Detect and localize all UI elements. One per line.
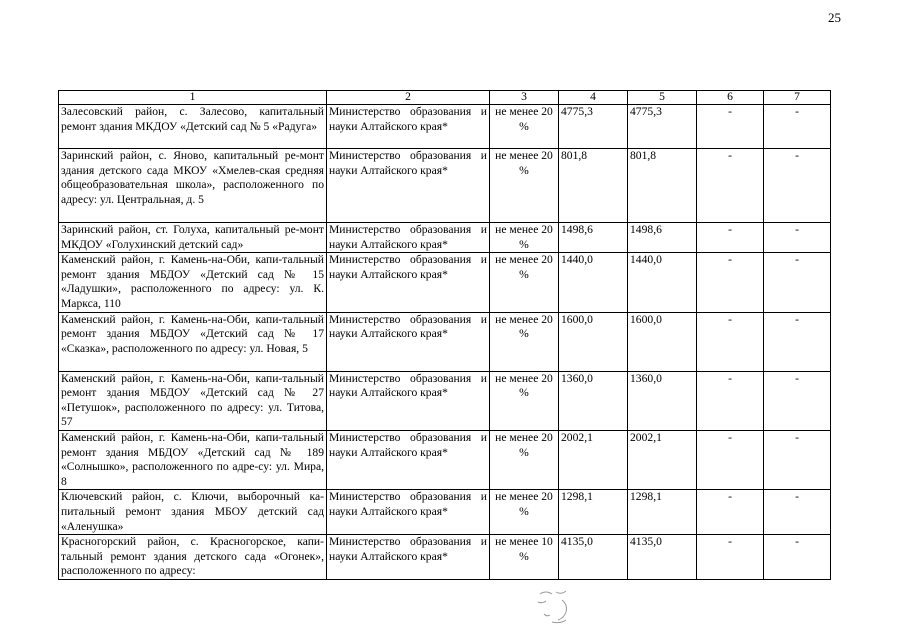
cell-col-1: Залесовский район, с. Залесово, капитальный ремонт здания МКДОУ «Детский сад № 5 «Радуга» [59, 105, 327, 149]
cell-col-3: не менее 20 % [490, 105, 559, 149]
cell-col-7: - [764, 312, 831, 371]
cell-col-3: не менее 20 % [490, 312, 559, 371]
stamp-mark [532, 588, 582, 628]
cell-col-4: 1600,0 [559, 312, 628, 371]
cell-col-4: 1440,0 [559, 253, 628, 312]
cell-col-1: Красногорский район, с. Красногорское, капи-тальный ремонт здания детского сада «Огонек», расположенного по адресу: [59, 535, 327, 580]
cell-col-3: не менее 20 % [490, 430, 559, 489]
cell-col-3: не менее 10 % [490, 535, 559, 580]
cell-col-1: Каменский район, г. Камень-на-Оби, капи-тальный ремонт здания МБДОУ «Детский сад № 27 «Петушок», расположенного по адресу: ул. Титова, 57 [59, 371, 327, 430]
table-row [59, 371, 831, 430]
table-row [59, 535, 831, 580]
cell-col-1: Ключевский район, с. Ключи, выборочный ка-питальный ремонт здания МБОУ детский сад «Аленушка» [59, 490, 327, 535]
cell-col-5: 1498,6 [628, 223, 697, 253]
cell-col-4: 1360,0 [559, 371, 628, 430]
cell-col-5: 801,8 [628, 149, 697, 223]
cell-col-7: - [764, 223, 831, 253]
cell-col-1: Заринский район, с. Яново, капитальный ре-монт здания детского сада МКОУ «Хмелев-ская средняя общеобразовательная школа», расположенного по адресу: ул. Центральная, д. 5 [59, 149, 327, 223]
cell-col-6: - [697, 149, 764, 223]
cell-col-4: 4775,3 [559, 105, 628, 149]
table-row [59, 105, 831, 149]
column-header: 2 [327, 91, 490, 105]
cell-col-6: - [697, 371, 764, 430]
cell-col-6: - [697, 253, 764, 312]
financing-table [58, 90, 831, 580]
cell-col-3: не менее 20 % [490, 149, 559, 223]
column-header: 7 [764, 91, 831, 105]
cell-col-7: - [764, 371, 831, 430]
cell-col-6: - [697, 312, 764, 371]
cell-col-3: не менее 20 % [490, 253, 559, 312]
cell-col-2: Министерство образования и науки Алтайского края* [327, 535, 490, 580]
column-header: 5 [628, 91, 697, 105]
cell-col-5: 1360,0 [628, 371, 697, 430]
cell-col-4: 4135,0 [559, 535, 628, 580]
cell-col-5: 2002,1 [628, 430, 697, 489]
cell-col-2: Министерство образования и науки Алтайского края* [327, 490, 490, 535]
cell-col-7: - [764, 490, 831, 535]
table-row [59, 253, 831, 312]
cell-col-1: Каменский район, г. Камень-на-Оби, капи-тальный ремонт здания МБДОУ «Детский сад № 17 «Сказка», расположенного по адресу: ул. Новая, 5 [59, 312, 327, 371]
table-row [59, 223, 831, 253]
cell-col-6: - [697, 430, 764, 489]
cell-col-6: - [697, 105, 764, 149]
cell-col-5: 1440,0 [628, 253, 697, 312]
cell-col-2: Министерство образования и науки Алтайского края* [327, 223, 490, 253]
cell-col-7: - [764, 253, 831, 312]
table-row [59, 490, 831, 535]
cell-col-7: - [764, 105, 831, 149]
cell-col-6: - [697, 490, 764, 535]
column-header: 1 [59, 91, 327, 105]
cell-col-4: 1498,6 [559, 223, 628, 253]
table-row [59, 149, 831, 223]
cell-col-4: 2002,1 [559, 430, 628, 489]
cell-col-1: Каменский район, г. Камень-на-Оби, капи-тальный ремонт здания МБДОУ «Детский сад № 189 «Солнышко», расположенного по адре-су: ул. Мира, 8 [59, 430, 327, 489]
cell-col-3: не менее 20 % [490, 490, 559, 535]
table-row [59, 430, 831, 489]
cell-col-5: 1298,1 [628, 490, 697, 535]
cell-col-7: - [764, 535, 831, 580]
column-header: 6 [697, 91, 764, 105]
column-header: 4 [559, 91, 628, 105]
cell-col-5: 4135,0 [628, 535, 697, 580]
cell-col-2: Министерство образования и науки Алтайского края* [327, 253, 490, 312]
cell-col-2: Министерство образования и науки Алтайского края* [327, 371, 490, 430]
table-header-row [59, 91, 831, 105]
cell-col-7: - [764, 149, 831, 223]
page-number: 25 [828, 10, 841, 25]
cell-col-2: Министерство образования и науки Алтайского края* [327, 105, 490, 149]
table-row [59, 312, 831, 371]
cell-col-5: 1600,0 [628, 312, 697, 371]
cell-col-4: 1298,1 [559, 490, 628, 535]
cell-col-2: Министерство образования и науки Алтайского края* [327, 430, 490, 489]
cell-col-4: 801,8 [559, 149, 628, 223]
cell-col-3: не менее 20 % [490, 371, 559, 430]
cell-col-1: Каменский район, г. Камень-на-Оби, капи-тальный ремонт здания МБДОУ «Детский сад № 15 «Ладушки», расположенного по адресу: ул. К. Маркса, 110 [59, 253, 327, 312]
cell-col-3: не менее 20 % [490, 223, 559, 253]
cell-col-5: 4775,3 [628, 105, 697, 149]
cell-col-2: Министерство образования и науки Алтайского края* [327, 312, 490, 371]
cell-col-6: - [697, 535, 764, 580]
cell-col-1: Заринский район, ст. Голуха, капитальный ре-монт МКДОУ «Голухинский детский сад» [59, 223, 327, 253]
cell-col-2: Министерство образования и науки Алтайского края* [327, 149, 490, 223]
cell-col-6: - [697, 223, 764, 253]
column-header: 3 [490, 91, 559, 105]
cell-col-7: - [764, 430, 831, 489]
